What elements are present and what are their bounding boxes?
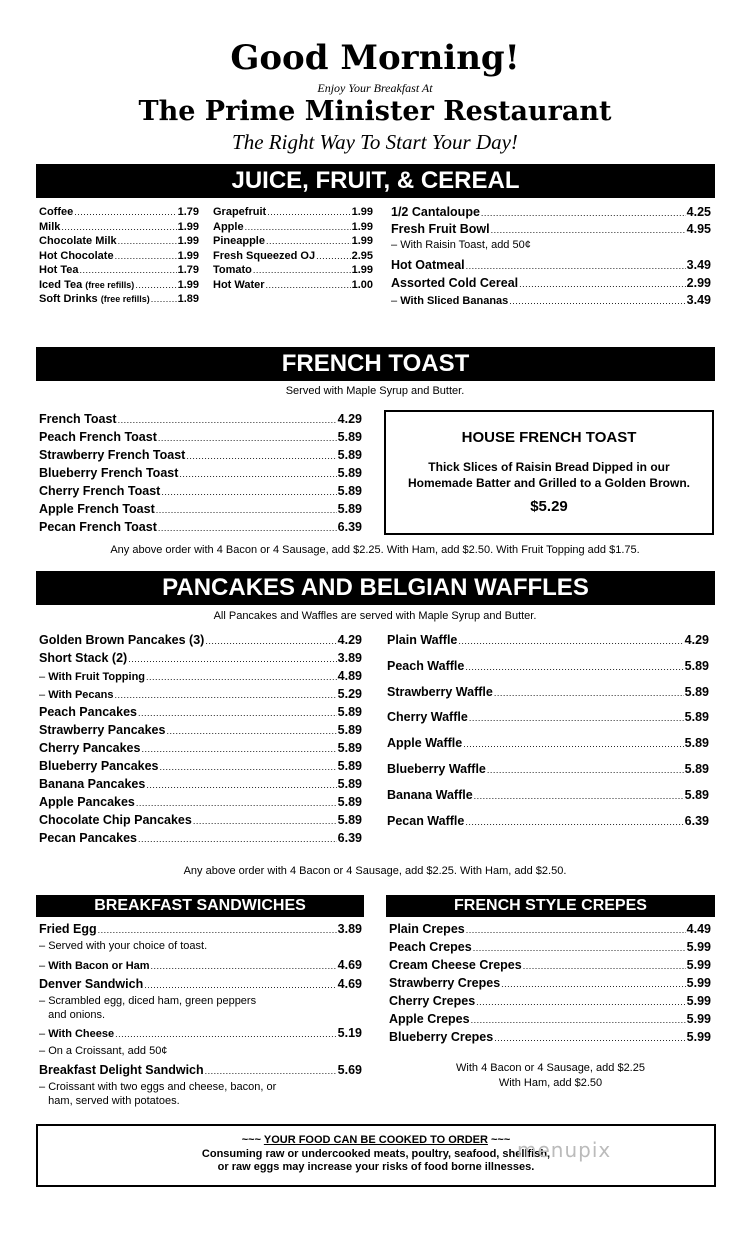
menu-item: Hot Oatmeal ..... 3.49	[391, 258, 711, 276]
menu-item: Pineapple ..... 1.99	[213, 235, 373, 250]
section-note: All Pancakes and Waffles are served with Maple Syrup and Butter.	[213, 610, 537, 622]
menu-item: Apple Crepes ..... 5.99	[389, 1012, 711, 1030]
menu-item: 1/2 Cantaloupe ..... 4.25	[391, 205, 711, 222]
item-note: – Served with your choice of toast.	[39, 940, 362, 958]
section-footer-note: Any above order with 4 Bacon or 4 Sausage, add $2.25. With Ham, add $2.50.	[183, 865, 567, 877]
section-note: Served with Maple Syrup and Butter.	[285, 385, 465, 397]
watermark: menupix	[517, 1138, 612, 1162]
menu-item: Denver Sandwich ..... 4.69	[39, 977, 362, 995]
menu-item: French Toast ..... 4.29	[39, 412, 362, 430]
menu-item: Blueberry Crepes ..... 5.99	[389, 1030, 711, 1048]
item-note: – With Raisin Toast, add 50¢	[391, 239, 711, 258]
menu-item: Cherry Pancakes ..... 5.89	[39, 741, 362, 759]
menu-item: Peach Waffle ..... 5.89	[387, 659, 709, 685]
menu-item: Milk ..... 1.99	[39, 221, 199, 236]
pancakes-waffles-heading: PANCAKES AND BELGIAN WAFFLES	[36, 571, 715, 605]
menu-item: Strawberry Crepes ..... 5.99	[389, 976, 711, 994]
menu-sub-item: – With Pecans ..... 5.29	[39, 687, 362, 705]
menu-item: Strawberry Pancakes ..... 5.89	[39, 723, 362, 741]
menu-item: Pecan French Toast ..... 6.39	[39, 520, 362, 538]
menu-item: Strawberry French Toast ..... 5.89	[39, 448, 362, 466]
menu-sub-item: – With Bacon or Ham ..... 4.69	[39, 958, 362, 977]
menu-item: Iced Tea (free refills) ..... 1.99	[39, 279, 199, 294]
menu-item: Apple ..... 1.99	[213, 221, 373, 236]
menu-item: Cherry Waffle ..... 5.89	[387, 710, 709, 736]
sandwiches-list	[39, 922, 362, 1109]
menu-item: Blueberry French Toast ..... 5.89	[39, 466, 362, 484]
item-note: – On a Croissant, add 50¢	[39, 1045, 362, 1063]
menu-item: Apple French Toast ..... 5.89	[39, 502, 362, 520]
menu-item: Assorted Cold Cereal ..... 2.99	[391, 276, 711, 293]
juice-section-heading: JUICE, FRUIT, & CEREAL	[36, 164, 715, 198]
menu-item: Pecan Waffle ..... 6.39	[387, 814, 709, 840]
house-special-desc-2: Homemade Batter and Grilled to a Golden Brown.	[407, 476, 691, 490]
item-note: – Scrambled egg, diced ham, green peppers	[39, 995, 362, 1009]
menu-item: Short Stack (2) ..... 3.89	[39, 651, 362, 669]
menu-item: Blueberry Pancakes ..... 5.89	[39, 759, 362, 777]
menu-item: Banana Waffle ..... 5.89	[387, 788, 709, 814]
menu-sub-item: – With Fruit Topping ..... 4.89	[39, 669, 362, 687]
menu-item: Fried Egg ..... 3.89	[39, 922, 362, 940]
warning-line-2: or raw eggs may increase your risks of food borne illnesses.	[217, 1161, 535, 1173]
menu-item: Cream Cheese Crepes ..... 5.99	[389, 958, 711, 976]
menu-item: Coffee ..... 1.79	[39, 206, 199, 221]
menu-item: Apple Waffle ..... 5.89	[387, 736, 709, 762]
menu-item: Grapefruit ..... 1.99	[213, 206, 373, 221]
header-subtitle: Enjoy Your Breakfast At	[317, 81, 433, 95]
menu-item: Peach French Toast ..... 5.89	[39, 430, 362, 448]
food-safety-warning	[36, 1124, 716, 1187]
warning-line-1: Consuming raw or undercooked meats, poultry, seafood, shellfish,	[201, 1148, 551, 1160]
menu-item: Banana Pancakes ..... 5.89	[39, 777, 362, 795]
menu-item: Plain Waffle ..... 4.29	[387, 633, 709, 659]
menu-item: Chocolate Milk ..... 1.99	[39, 235, 199, 250]
menu-item: Peach Crepes ..... 5.99	[389, 940, 711, 958]
menu-sub-item: – With Cheese ..... 5.19	[39, 1026, 362, 1045]
house-special-desc-1: Thick Slices of Raisin Bread Dipped in our	[428, 460, 670, 474]
fruit-cereal-column	[391, 205, 711, 310]
house-special-price: $5.29	[530, 498, 568, 515]
tagline: The Right Way To Start Your Day!	[232, 130, 518, 154]
pancakes-list	[39, 633, 362, 849]
restaurant-name: The Prime Minister Restaurant	[138, 96, 612, 127]
juices-column	[213, 206, 373, 293]
crepes-footer-1: With 4 Bacon or 4 Sausage, add $2.25	[456, 1062, 645, 1074]
menu-item: Peach Pancakes ..... 5.89	[39, 705, 362, 723]
menu-item: Cherry Crepes ..... 5.99	[389, 994, 711, 1012]
menu-sub-item: – With Sliced Bananas ..... 3.49	[391, 293, 711, 310]
menu-item: Apple Pancakes ..... 5.89	[39, 795, 362, 813]
menu-item: Golden Brown Pancakes (3) ..... 4.29	[39, 633, 362, 651]
page-title: Good Morning!	[230, 38, 520, 78]
warning-title: ~~~ YOUR FOOD CAN BE COOKED TO ORDER ~~~	[241, 1134, 511, 1146]
drinks-column	[39, 206, 199, 308]
sandwiches-heading: BREAKFAST SANDWICHES	[36, 895, 364, 917]
menu-item: Hot Water ..... 1.00	[213, 279, 373, 294]
crepes-list	[389, 922, 711, 1048]
menu-item: Fresh Fruit Bowl ..... 4.95	[391, 222, 711, 239]
menu-item: Tomato ..... 1.99	[213, 264, 373, 279]
house-french-toast-box	[384, 410, 714, 535]
menu-item: Blueberry Waffle ..... 5.89	[387, 762, 709, 788]
menu-item: Cherry French Toast ..... 5.89	[39, 484, 362, 502]
menu-item: Strawberry Waffle ..... 5.89	[387, 685, 709, 711]
menu-item: Hot Chocolate ..... 1.99	[39, 250, 199, 265]
item-note: ham, served with potatoes.	[48, 1095, 180, 1107]
menu-item: Soft Drinks (free refills) ..... 1.89	[39, 293, 199, 308]
item-note: – Croissant with two eggs and cheese, bacon, or	[39, 1081, 362, 1095]
french-toast-list	[39, 412, 362, 538]
menu-item: Fresh Squeezed OJ ..... 2.95	[213, 250, 373, 265]
house-special-title: HOUSE FRENCH TOAST	[461, 429, 637, 446]
item-note: and onions.	[48, 1009, 106, 1021]
menu-item: Pecan Pancakes ..... 6.39	[39, 831, 362, 849]
french-toast-heading: FRENCH TOAST	[36, 347, 715, 381]
menu-item: Chocolate Chip Pancakes ..... 5.89	[39, 813, 362, 831]
section-footer-note: Any above order with 4 Bacon or 4 Sausage, add $2.25. With Ham, add $2.50. With Fruit Topping add $1.75.	[110, 544, 640, 556]
menu-item: Hot Tea ..... 1.79	[39, 264, 199, 279]
menu-item: Plain Crepes ..... 4.49	[389, 922, 711, 940]
waffles-list	[387, 633, 709, 839]
crepes-heading: FRENCH STYLE CREPES	[386, 895, 715, 917]
menu-item: Breakfast Delight Sandwich ..... 5.69	[39, 1063, 362, 1081]
crepes-footer-2: With Ham, add $2.50	[498, 1077, 603, 1089]
